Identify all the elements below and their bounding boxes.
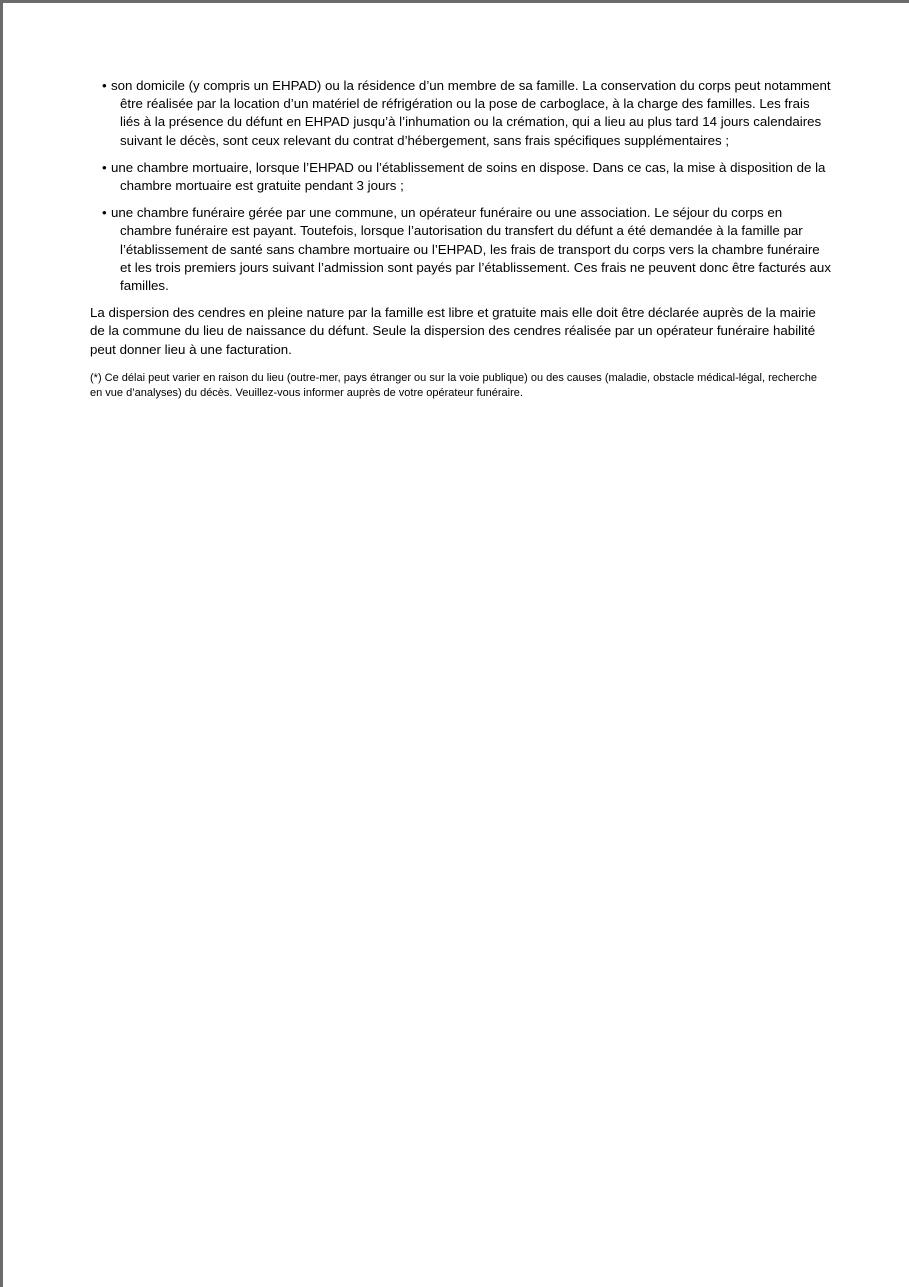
bullet-marker: • — [102, 159, 107, 175]
page-border-left — [0, 0, 3, 1287]
bullet-list — [90, 77, 832, 295]
list-item-text: son domicile (y compris un EHPAD) ou la résidence d’un membre de sa famille. La conservation du corps peut notamment être réalisée par la location d’un matériel de réfrigération ou la pose de carboglace, à la charge des familles. Les frais liés à la présence du défunt en EHPAD jusqu’à l’inhumation ou la crémation, qui a lieu au plus tard 14 jours calendaires suivant le décès, sont ceux relevant du contrat d’hébergement, sans frais spécifiques supplémentaires ; — [111, 78, 831, 148]
page-border-top — [0, 0, 909, 3]
bullet-marker: • — [102, 78, 107, 93]
list-item-text: une chambre funéraire gérée par une commune, un opérateur funéraire ou une association. Le séjour du corps en chambre funéraire est payant. Toutefois, lorsque l’autorisation du transfert du défunt a été demandée à la famille par l’établissement de santé sans chambre mortuaire ou l’EHPAD, les frais de transport du corps vers la chambre funéraire et les trois premiers jours suivant l’admission sont payés par l’établissement. Ces frais ne peuvent donc être facturés aux familles. — [111, 205, 831, 294]
list-item — [90, 159, 832, 195]
list-item — [90, 77, 832, 150]
list-item-text: une chambre mortuaire, lorsque l’EHPAD ou l’établissement de soins en dispose. Dans ce cas, la mise à disposition de la chambre mortuaire est gratuite pendant 3 jours ; — [111, 159, 826, 194]
footnote: (*) Ce délai peut varier en raison du lieu (outre-mer, pays étranger ou sur la voie publique) ou des causes (maladie, obstacle médical-légal, recherche en vue d’analyses) du décès. Veuillez-vous informer auprès de votre opérateur funéraire. — [90, 371, 817, 399]
document-page — [90, 77, 832, 401]
bullet-marker: • — [102, 205, 107, 221]
body-paragraph: La dispersion des cendres en pleine nature par la famille est libre et gratuite mais elle doit être déclarée auprès de la mairie de la commune du lieu de naissance du défunt. Seule la dispersion des cendres réalisée par un opérateur funéraire habilité peut donner lieu à une facturation. — [90, 305, 816, 357]
list-item — [90, 204, 832, 295]
